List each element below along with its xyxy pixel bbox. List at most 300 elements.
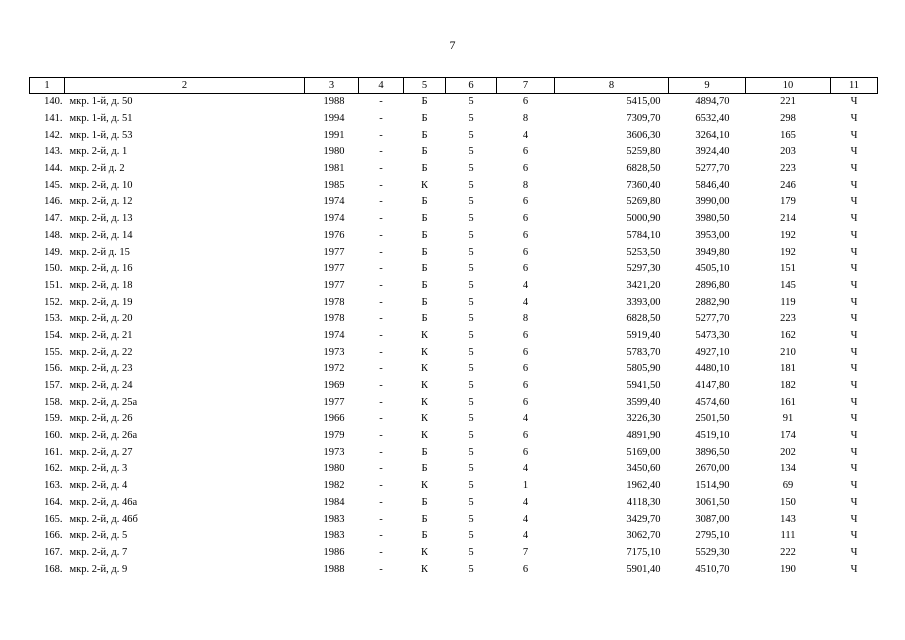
wall-material: К [420, 179, 428, 191]
entrances: 4 [522, 513, 529, 525]
year-built: 1982 [323, 480, 345, 492]
living-area: 3990,00 [695, 196, 730, 208]
address: мкр. 2-й, д. 14 [69, 229, 133, 241]
ownership: Ч [850, 296, 858, 308]
total-area: 5919,40 [626, 329, 661, 341]
year-built: 1977 [323, 246, 345, 258]
row-number: 158. [44, 396, 63, 408]
col-4-value: - [379, 296, 383, 308]
year-built: 1972 [323, 363, 345, 375]
table-row [30, 194, 878, 211]
col-4-value: - [379, 163, 383, 175]
living-area: 1514,90 [695, 480, 730, 492]
total-area: 5000,90 [626, 213, 661, 225]
address: мкр. 2-й, д. 23 [69, 363, 133, 375]
floors: 5 [468, 229, 474, 241]
total-area: 3606,30 [626, 129, 661, 141]
total-area: 5253,50 [626, 246, 661, 258]
wall-material: Б [421, 129, 428, 141]
living-area: 5529,30 [695, 546, 730, 558]
living-area: 5277,70 [695, 163, 730, 175]
floors: 5 [468, 546, 474, 558]
address: мкр. 2-й, д. 18 [69, 279, 133, 291]
row-number: 163. [44, 480, 63, 492]
entrances: 6 [522, 263, 529, 275]
address: мкр. 2-й, д. 1 [69, 146, 128, 158]
apartments: 165 [780, 129, 796, 141]
year-built: 1978 [323, 296, 345, 308]
total-area: 1962,40 [626, 480, 661, 492]
wall-material: К [420, 396, 428, 408]
total-area: 5259,80 [626, 146, 661, 158]
year-built: 1973 [323, 446, 345, 458]
address: мкр. 2-й, д. 16 [69, 263, 133, 275]
wall-material: Б [421, 146, 428, 158]
entrances: 6 [522, 363, 529, 375]
row-number: 167. [44, 546, 63, 558]
ownership: Ч [850, 163, 858, 175]
row-number: 145. [44, 179, 63, 191]
table-row [30, 495, 878, 512]
apartments: 150 [780, 496, 796, 508]
table-row [30, 261, 878, 278]
living-area: 3896,50 [695, 446, 730, 458]
row-number: 156. [44, 363, 63, 375]
row-number: 164. [44, 496, 63, 508]
entrances: 6 [522, 246, 529, 258]
address: мкр. 2-й, д. 13 [69, 213, 133, 225]
living-area: 3980,50 [695, 213, 730, 225]
table-row [30, 144, 878, 161]
table-row [30, 378, 878, 395]
col-4-value: - [379, 430, 383, 442]
col-4-value: - [379, 530, 383, 542]
wall-material: Б [421, 313, 428, 325]
entrances: 4 [522, 413, 529, 425]
address: мкр. 1-й, д. 50 [69, 96, 133, 108]
ownership: Ч [850, 546, 858, 558]
address: мкр. 1-й, д. 53 [69, 129, 133, 141]
year-built: 1976 [323, 229, 345, 241]
table-row [30, 228, 878, 245]
year-built: 1973 [323, 346, 345, 358]
floors: 5 [468, 246, 474, 258]
floors: 5 [468, 513, 474, 525]
col-4-value: - [379, 446, 383, 458]
housing-register-table [29, 77, 878, 578]
row-number: 168. [44, 563, 63, 575]
wall-material: Б [421, 196, 428, 208]
year-built: 1991 [323, 129, 345, 141]
ownership: Ч [850, 380, 858, 392]
entrances: 6 [522, 146, 529, 158]
total-area: 4118,30 [626, 496, 661, 508]
living-area: 2501,50 [695, 413, 730, 425]
row-number: 143. [44, 146, 63, 158]
table-row [30, 428, 878, 445]
total-area: 4891,90 [626, 430, 661, 442]
address: мкр. 2-й, д. 22 [69, 346, 133, 358]
apartments: 202 [780, 446, 796, 458]
total-area: 5169,00 [626, 446, 661, 458]
apartments: 203 [780, 146, 796, 158]
total-area: 5415,00 [626, 96, 661, 108]
ownership: Ч [850, 480, 858, 492]
floors: 5 [468, 196, 474, 208]
row-number: 144. [44, 163, 63, 175]
year-built: 1979 [323, 430, 345, 442]
apartments: 181 [780, 363, 796, 375]
ownership: Ч [850, 530, 858, 542]
header-row [30, 78, 878, 94]
living-area: 3949,80 [695, 246, 730, 258]
col-4-value: - [379, 563, 383, 575]
table-row [30, 111, 878, 128]
ownership: Ч [850, 246, 858, 258]
col-4-value: - [379, 196, 383, 208]
floors: 5 [468, 480, 474, 492]
entrances: 8 [522, 179, 529, 191]
floors: 5 [468, 346, 474, 358]
ownership: Ч [850, 229, 858, 241]
total-area: 3421,20 [626, 279, 661, 291]
wall-material: К [420, 329, 428, 341]
total-area: 3226,30 [626, 413, 661, 425]
living-area: 3264,10 [695, 129, 730, 141]
header-cell-10: 10 [746, 78, 831, 94]
floors: 5 [468, 380, 474, 392]
table-row [30, 528, 878, 545]
ownership: Ч [850, 463, 858, 475]
table-row [30, 561, 878, 578]
apartments: 151 [780, 263, 796, 275]
wall-material: Б [421, 530, 428, 542]
address: мкр. 2-й, д. 27 [69, 446, 133, 458]
row-number: 146. [44, 196, 63, 208]
entrances: 6 [522, 163, 529, 175]
total-area: 5784,10 [626, 229, 661, 241]
address: мкр. 2-й, д. 9 [69, 563, 128, 575]
apartments: 111 [780, 530, 796, 542]
wall-material: Б [421, 163, 428, 175]
total-area: 3450,60 [626, 463, 661, 475]
entrances: 7 [522, 546, 529, 558]
address: мкр. 2-й, д. 4 [69, 480, 128, 492]
year-built: 1974 [323, 213, 345, 225]
wall-material: Б [421, 246, 428, 258]
wall-material: К [420, 363, 428, 375]
col-4-value: - [379, 279, 383, 291]
apartments: 222 [780, 546, 796, 558]
living-area: 4147,80 [695, 380, 730, 392]
entrances: 4 [522, 496, 529, 508]
floors: 5 [468, 446, 474, 458]
apartments: 145 [780, 279, 796, 291]
wall-material: Б [421, 279, 428, 291]
total-area: 5783,70 [626, 346, 661, 358]
table-row [30, 394, 878, 411]
wall-material: Б [421, 96, 428, 108]
total-area: 6828,50 [626, 163, 661, 175]
row-number: 150. [44, 263, 63, 275]
col-4-value: - [379, 329, 383, 341]
col-4-value: - [379, 229, 383, 241]
col-4-value: - [379, 129, 383, 141]
apartments: 246 [780, 179, 796, 191]
address: мкр. 2-й, д. 7 [69, 546, 128, 558]
apartments: 210 [780, 346, 796, 358]
page-number: 7 [449, 38, 456, 52]
living-area: 2670,00 [695, 463, 730, 475]
col-4-value: - [379, 546, 383, 558]
wall-material: К [420, 346, 428, 358]
header-cell-5: 5 [404, 78, 446, 94]
address: мкр. 2-й д. 2 [69, 163, 125, 175]
ownership: Ч [850, 213, 858, 225]
header-cell-4: 4 [359, 78, 404, 94]
year-built: 1974 [323, 196, 345, 208]
row-number: 141. [44, 113, 63, 125]
apartments: 162 [780, 329, 796, 341]
living-area: 3924,40 [695, 146, 730, 158]
ownership: Ч [850, 413, 858, 425]
apartments: 69 [782, 480, 794, 492]
col-4-value: - [379, 179, 383, 191]
ownership: Ч [850, 563, 858, 575]
year-built: 1981 [323, 163, 345, 175]
ownership: Ч [850, 346, 858, 358]
entrances: 6 [522, 380, 529, 392]
ownership: Ч [850, 430, 858, 442]
wall-material: Б [421, 496, 428, 508]
floors: 5 [468, 146, 474, 158]
col-4-value: - [379, 363, 383, 375]
table-row [30, 211, 878, 228]
wall-material: К [420, 480, 428, 492]
apartments: 192 [780, 229, 796, 241]
row-number: 148. [44, 229, 63, 241]
entrances: 6 [522, 229, 529, 241]
living-area: 3953,00 [695, 229, 730, 241]
ownership: Ч [850, 363, 858, 375]
ownership: Ч [850, 263, 858, 275]
ownership: Ч [850, 129, 858, 141]
entrances: 6 [522, 213, 529, 225]
entrances: 4 [522, 296, 529, 308]
address: мкр. 2-й, д. 10 [69, 179, 133, 191]
entrances: 8 [522, 313, 529, 325]
year-built: 1977 [323, 396, 345, 408]
entrances: 6 [522, 346, 529, 358]
floors: 5 [468, 413, 474, 425]
table-row [30, 344, 878, 361]
apartments: 174 [780, 430, 796, 442]
row-number: 155. [44, 346, 63, 358]
ownership: Ч [850, 313, 858, 325]
col-4-value: - [379, 246, 383, 258]
total-area: 3062,70 [626, 530, 661, 542]
floors: 5 [468, 363, 474, 375]
wall-material: Б [421, 296, 428, 308]
col-4-value: - [379, 213, 383, 225]
ownership: Ч [850, 513, 858, 525]
col-4-value: - [379, 380, 383, 392]
address: мкр. 2-й, д. 24 [69, 380, 133, 392]
row-number: 140. [44, 96, 63, 108]
year-built: 1988 [323, 563, 345, 575]
header-cell-2: 2 [65, 78, 305, 94]
col-4-value: - [379, 480, 383, 492]
year-built: 1983 [323, 530, 345, 542]
header-cell-1: 1 [30, 78, 65, 94]
living-area: 2795,10 [695, 530, 730, 542]
living-area: 3061,50 [695, 496, 730, 508]
total-area: 5941,50 [626, 380, 661, 392]
header-cell-9: 9 [669, 78, 746, 94]
floors: 5 [468, 530, 474, 542]
row-number: 151. [44, 279, 63, 291]
wall-material: К [420, 413, 428, 425]
year-built: 1977 [323, 263, 345, 275]
living-area: 5473,30 [695, 329, 730, 341]
wall-material: Б [421, 263, 428, 275]
table-row [30, 177, 878, 194]
table-row [30, 328, 878, 345]
table-row [30, 411, 878, 428]
address: мкр. 2-й, д. 21 [69, 329, 133, 341]
total-area: 5805,90 [626, 363, 661, 375]
floors: 5 [468, 463, 474, 475]
apartments: 143 [780, 513, 796, 525]
row-number: 159. [44, 413, 63, 425]
year-built: 1974 [323, 329, 345, 341]
year-built: 1966 [323, 413, 345, 425]
ownership: Ч [850, 196, 858, 208]
table-row [30, 511, 878, 528]
floors: 5 [468, 279, 474, 291]
col-4-value: - [379, 96, 383, 108]
living-area: 5846,40 [695, 179, 730, 191]
total-area: 5269,80 [626, 196, 661, 208]
wall-material: К [420, 563, 428, 575]
year-built: 1980 [323, 146, 345, 158]
row-number: 154. [44, 329, 63, 341]
living-area: 6532,40 [695, 113, 730, 125]
apartments: 91 [782, 413, 794, 425]
col-4-value: - [379, 313, 383, 325]
apartments: 221 [780, 96, 796, 108]
wall-material: К [420, 380, 428, 392]
header-cell-6: 6 [446, 78, 497, 94]
year-built: 1984 [323, 496, 345, 508]
table-row [30, 478, 878, 495]
floors: 5 [468, 296, 474, 308]
living-area: 2882,90 [695, 296, 730, 308]
ownership: Ч [850, 446, 858, 458]
apartments: 223 [780, 163, 796, 175]
living-area: 4480,10 [695, 363, 730, 375]
entrances: 4 [522, 530, 529, 542]
entrances: 1 [522, 480, 529, 492]
table-row [30, 244, 878, 261]
apartments: 134 [780, 463, 796, 475]
wall-material: Б [421, 113, 428, 125]
apartments: 190 [780, 563, 796, 575]
table-row [30, 461, 878, 478]
floors: 5 [468, 329, 474, 341]
address: мкр. 2-й, д. 46б [69, 513, 138, 525]
total-area: 6828,50 [626, 313, 661, 325]
entrances: 4 [522, 463, 529, 475]
row-number: 162. [44, 463, 63, 475]
living-area: 4519,10 [695, 430, 730, 442]
wall-material: Б [421, 213, 428, 225]
year-built: 1969 [323, 380, 345, 392]
header-cell-3: 3 [305, 78, 359, 94]
entrances: 6 [522, 446, 529, 458]
header-cell-8: 8 [555, 78, 669, 94]
ownership: Ч [850, 113, 858, 125]
floors: 5 [468, 496, 474, 508]
floors: 5 [468, 129, 474, 141]
floors: 5 [468, 213, 474, 225]
total-area: 7309,70 [626, 113, 661, 125]
year-built: 1985 [323, 179, 345, 191]
entrances: 6 [522, 196, 529, 208]
table-row [30, 161, 878, 178]
table-row [30, 94, 878, 111]
apartments: 182 [780, 380, 796, 392]
total-area: 3599,40 [626, 396, 661, 408]
wall-material: К [420, 546, 428, 558]
address: мкр. 2-й, д. 46а [69, 496, 138, 508]
apartments: 192 [780, 246, 796, 258]
total-area: 7360,40 [626, 179, 661, 191]
ownership: Ч [850, 279, 858, 291]
entrances: 6 [522, 563, 529, 575]
row-number: 153. [44, 313, 63, 325]
entrances: 4 [522, 279, 529, 291]
address: мкр. 2-й, д. 5 [69, 530, 128, 542]
row-number: 161. [44, 446, 63, 458]
floors: 5 [468, 263, 474, 275]
address: мкр. 2-й, д. 3 [69, 463, 128, 475]
year-built: 1978 [323, 313, 345, 325]
entrances: 6 [522, 430, 529, 442]
col-4-value: - [379, 113, 383, 125]
ownership: Ч [850, 96, 858, 108]
living-area: 5277,70 [695, 313, 730, 325]
table-row [30, 545, 878, 562]
address: мкр. 2-й, д. 19 [69, 296, 133, 308]
living-area: 2896,80 [695, 279, 730, 291]
total-area: 5297,30 [626, 263, 661, 275]
floors: 5 [468, 113, 474, 125]
year-built: 1980 [323, 463, 345, 475]
total-area: 3393,00 [626, 296, 661, 308]
col-4-value: - [379, 496, 383, 508]
col-4-value: - [379, 146, 383, 158]
address: мкр. 2-й, д. 20 [69, 313, 133, 325]
address: мкр. 2-й, д. 26 [69, 413, 133, 425]
col-4-value: - [379, 413, 383, 425]
year-built: 1983 [323, 513, 345, 525]
row-number: 149. [44, 246, 63, 258]
row-number: 160. [44, 430, 63, 442]
address: мкр. 2-й, д. 26а [69, 430, 138, 442]
living-area: 3087,00 [695, 513, 730, 525]
col-4-value: - [379, 463, 383, 475]
